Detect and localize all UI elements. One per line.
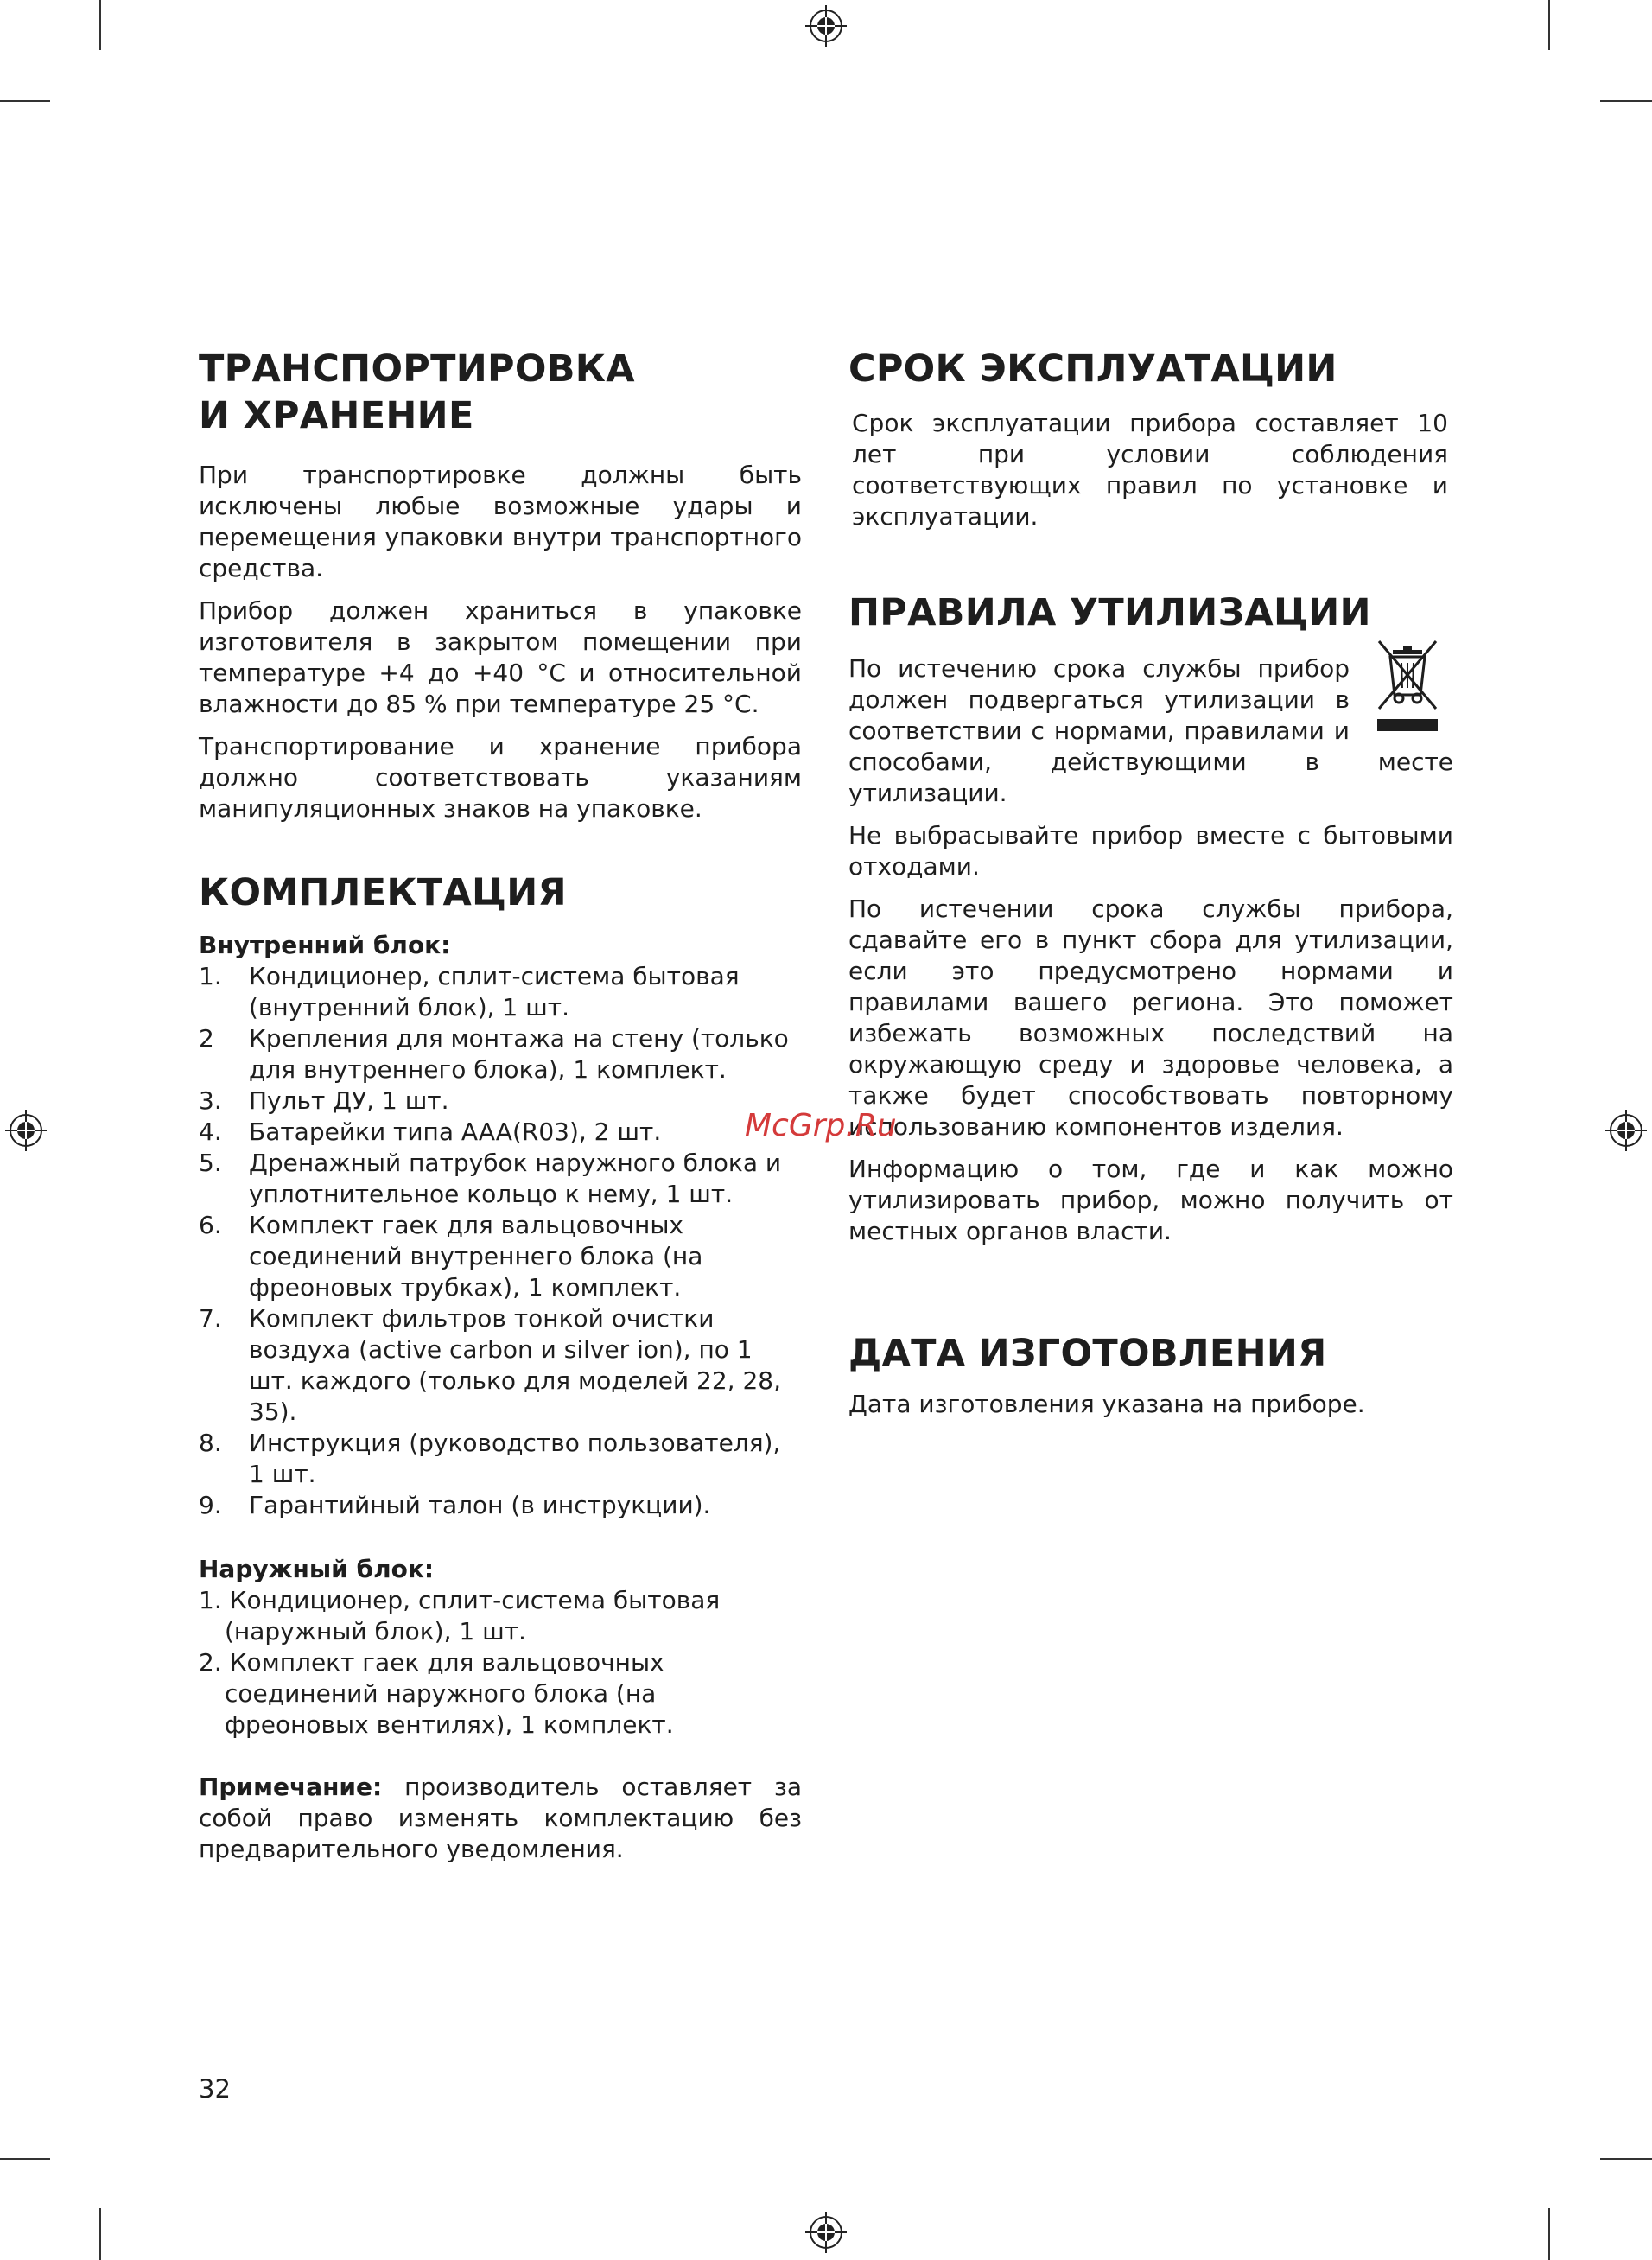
- registration-mark-icon: [804, 3, 848, 48]
- disposal-paragraph: По истечении срока службы прибора, сдавайте его в пункт сбора для утилизации, если это предусмотрено нормами и правилами вашего региона. Это поможет избежать возможных последствий на окружающую среду и здоровье человека, а также будет способствовать повторному использованию компонентов изделия.: [848, 894, 1453, 1141]
- item-text: Батарейки типа AAA(R03), 2 шт.: [249, 1117, 662, 1146]
- item-text: Инструкция (руководство пользователя), 1 шт.: [249, 1429, 781, 1488]
- transport-paragraph: Транспортирование и хранение прибора должно соответствовать указаниям манипуляционных знаков на упаковке.: [199, 732, 802, 823]
- registration-mark-icon: [1604, 1108, 1649, 1153]
- item-text: Дренажный патрубок наружного блока и уплотнительное кольцо к нему, 1 шт.: [249, 1149, 782, 1208]
- item-text: Комплект гаек для вальцовочных соединений внутреннего блока (на фреоновых трубках), 1 комплект.: [249, 1211, 703, 1302]
- transport-title-line2: И ХРАНЕНИЕ: [199, 394, 474, 437]
- service-life-title: СРОК ЭКСПЛУАТАЦИИ: [848, 347, 1337, 391]
- list-item: [199, 1023, 802, 1085]
- manufacture-date-section: [848, 1330, 1453, 1420]
- kit-note: [199, 1772, 802, 1865]
- crop-mark: [1600, 100, 1652, 102]
- item-number: 8.: [199, 1429, 222, 1457]
- page-number: 32: [199, 2074, 231, 2104]
- item-number: 9.: [199, 1491, 222, 1519]
- crop-mark: [1548, 0, 1550, 50]
- outdoor-items-list: [199, 1585, 802, 1741]
- item-number: 4.: [199, 1117, 222, 1146]
- kit-title: КОМПЛЕКТАЦИЯ: [199, 871, 567, 914]
- crop-mark: [99, 2208, 101, 2260]
- registration-mark-icon: [3, 1108, 48, 1153]
- crop-mark: [99, 0, 101, 50]
- service-life-section: [848, 346, 1453, 532]
- list-item: [199, 1085, 802, 1117]
- crop-mark: [1548, 2208, 1550, 2260]
- item-number: 3.: [199, 1086, 222, 1115]
- watermark: McGrp.Ru: [745, 1108, 897, 1143]
- list-item: [199, 1148, 802, 1210]
- transport-title-line1: ТРАНСПОРТИРОВКА: [199, 347, 635, 391]
- note-text: производитель оставляет за собой право изменять комплектацию без предварительного уведомления.: [199, 1773, 802, 1863]
- item-number: 1.: [199, 962, 222, 990]
- transport-paragraph: Прибор должен храниться в упаковке изготовителя в закрытом помещении при температуре +4 до +40 °С и относительной влажности до 85 % при температуре 25 °С.: [199, 596, 802, 718]
- indoor-items-list: [199, 961, 802, 1521]
- disposal-paragraph-text: По истечению срока службы прибор должен подвергаться утилизации в соответствии с нормами, правилами и способами, действующими в месте утилизации.: [848, 654, 1453, 807]
- disposal-title: ПРАВИЛА УТИЛИЗАЦИИ: [848, 591, 1371, 634]
- crop-mark: [0, 2158, 50, 2160]
- item-text: Кондиционер, сплит-система бытовая (внутренний блок), 1 шт.: [249, 962, 740, 1022]
- disposal-paragraph: Не выбрасывайте прибор вместе с бытовыми отходами.: [848, 821, 1453, 881]
- list-item: [199, 1303, 802, 1428]
- item-text: Крепления для монтажа на стену (только для внутреннего блока), 1 комплект.: [249, 1024, 789, 1084]
- manufacture-date-title: ДАТА ИЗГОТОВЛЕНИЯ: [848, 1332, 1327, 1375]
- disposal-section: [848, 589, 1453, 1247]
- left-column: [199, 346, 802, 1876]
- item-number: 7.: [199, 1304, 222, 1333]
- list-item: [199, 961, 802, 1023]
- crop-mark: [0, 100, 50, 102]
- crop-mark: [1600, 2158, 1652, 2160]
- crossed-out-wheelie-bin-icon: [1367, 634, 1453, 736]
- note-label: Примечание:: [199, 1773, 383, 1801]
- item-number: 5.: [199, 1149, 222, 1177]
- list-item: 2. Комплект гаек для вальцовочных соединений наружного блока (на фреоновых вентилях), 1 комплект.: [199, 1648, 674, 1739]
- list-item: [199, 1428, 802, 1490]
- item-text: Гарантийный талон (в инструкции).: [249, 1491, 711, 1519]
- item-text: Комплект фильтров тонкой очистки воздуха (active carbon и silver ion), по 1 шт. каждого (только для моделей 22, 28, 35).: [249, 1304, 781, 1426]
- kit-section: [199, 869, 802, 1865]
- outdoor-unit-heading: Наружный блок:: [199, 1555, 435, 1583]
- list-item: [199, 1490, 802, 1521]
- list-item: [199, 1117, 802, 1148]
- disposal-paragraph: Информацию о том, где и как можно утилизировать прибор, можно получить от местных органов власти.: [848, 1155, 1453, 1245]
- list-item: 1. Кондиционер, сплит-система бытовая (наружный блок), 1 шт.: [199, 1586, 721, 1646]
- right-column: [848, 346, 1453, 1431]
- transport-title: [199, 346, 802, 439]
- manufacture-date-text: Дата изготовления указана на приборе.: [848, 1390, 1365, 1418]
- item-text: Пульт ДУ, 1 шт.: [249, 1086, 449, 1115]
- transport-paragraph: При транспортировке должны быть исключены любые возможные удары и перемещения упаковки внутри транспортного средства.: [199, 461, 802, 583]
- indoor-unit-heading: Внутренний блок:: [199, 931, 451, 959]
- registration-mark-icon: [804, 2210, 848, 2255]
- item-number: 2: [199, 1024, 214, 1053]
- transport-section: [199, 346, 802, 824]
- list-item: [199, 1210, 802, 1303]
- item-number: 6.: [199, 1211, 222, 1239]
- disposal-paragraph: [848, 653, 1453, 809]
- service-life-text: Срок эксплуатации прибора составляет 10 лет при условии соблюдения соответствующих правил по установке и эксплуатации.: [852, 409, 1448, 531]
